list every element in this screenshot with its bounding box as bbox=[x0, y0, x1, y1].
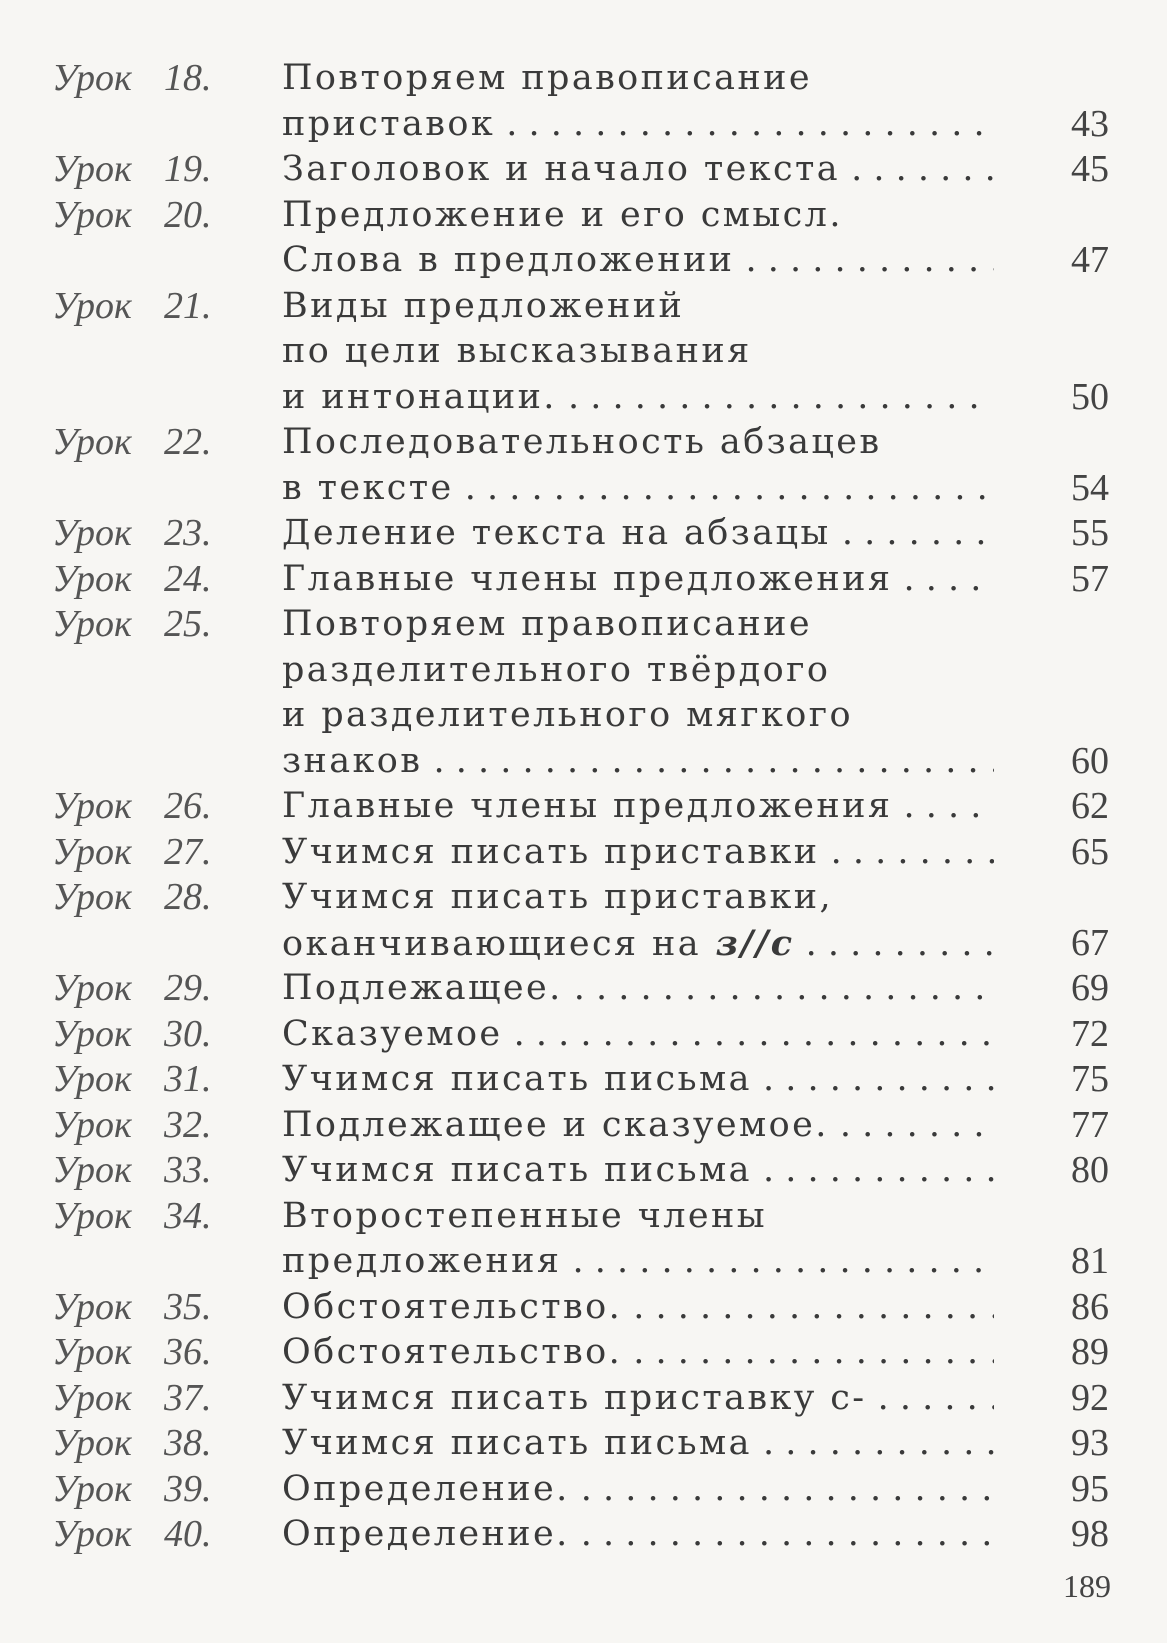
page-ref: 67 bbox=[1071, 921, 1109, 964]
page-ref: 98 bbox=[1071, 1513, 1109, 1555]
toc-line bbox=[0, 193, 1167, 239]
toc-line bbox=[0, 1239, 1167, 1285]
toc-entry bbox=[0, 1512, 1167, 1558]
page-ref: 62 bbox=[1071, 785, 1109, 827]
lesson-label bbox=[52, 420, 212, 466]
lesson-word: Урок bbox=[52, 1376, 132, 1419]
lesson-word: Урок bbox=[52, 1194, 132, 1237]
toc-entry bbox=[0, 966, 1167, 1012]
toc-line bbox=[0, 1376, 1167, 1422]
toc-entry bbox=[0, 420, 1167, 511]
lesson-title bbox=[282, 1512, 994, 1558]
lesson-title-text: Учимся писать приставки bbox=[282, 831, 820, 872]
lesson-number: 33. bbox=[164, 1149, 212, 1191]
lesson-label bbox=[52, 1285, 212, 1331]
lesson-title-text: Предложение и его смысл. bbox=[282, 194, 843, 235]
lesson-title-text: Сказуемое bbox=[282, 1013, 503, 1054]
toc-line bbox=[0, 1421, 1167, 1467]
page-ref: 75 bbox=[1071, 1058, 1109, 1100]
lesson-label bbox=[52, 193, 212, 239]
lesson-title bbox=[282, 375, 994, 421]
toc-line bbox=[0, 784, 1167, 830]
toc-line bbox=[0, 1330, 1167, 1376]
toc-line bbox=[0, 875, 1167, 921]
lesson-title bbox=[282, 511, 994, 557]
toc-line bbox=[0, 648, 1167, 694]
lesson-number: 22. bbox=[164, 421, 212, 463]
lesson-word: Урок bbox=[52, 1331, 132, 1373]
lesson-title bbox=[282, 1194, 994, 1240]
lesson-title-text: Обстоятельство. bbox=[282, 1286, 623, 1327]
toc-entry bbox=[0, 56, 1167, 147]
page-ref: 45 bbox=[1071, 148, 1109, 190]
toc-line bbox=[0, 238, 1167, 284]
lesson-title bbox=[282, 921, 994, 968]
lesson-title bbox=[282, 238, 994, 284]
lesson-title-text: Повторяем правописание bbox=[282, 58, 812, 98]
lesson-title-text: Обстоятельство. bbox=[282, 1332, 623, 1372]
toc-entry bbox=[0, 1330, 1167, 1376]
lesson-title bbox=[282, 784, 994, 830]
lesson-word: Урок bbox=[52, 148, 132, 190]
lesson-label bbox=[52, 966, 212, 1012]
lesson-title bbox=[282, 193, 994, 239]
toc-line bbox=[0, 1285, 1167, 1331]
toc-line bbox=[0, 921, 1167, 967]
page-ref: 92 bbox=[1071, 1376, 1109, 1419]
page-ref: 81 bbox=[1071, 1240, 1109, 1282]
lesson-number: 39. bbox=[164, 1467, 212, 1510]
toc-line bbox=[0, 557, 1167, 603]
lesson-number: 35. bbox=[164, 1285, 212, 1328]
lesson-label bbox=[52, 875, 212, 921]
toc-line bbox=[0, 1012, 1167, 1058]
toc-entry bbox=[0, 1194, 1167, 1285]
lesson-word: Урок bbox=[52, 57, 132, 99]
lesson-label bbox=[52, 1512, 212, 1558]
lesson-title-text: Определение. bbox=[282, 1468, 570, 1509]
lesson-title bbox=[282, 466, 994, 512]
lesson-label bbox=[52, 1330, 212, 1376]
lesson-word: Урок bbox=[52, 1103, 132, 1146]
lesson-title-text: Учимся писать приставки, bbox=[282, 877, 833, 917]
lesson-word: Урок bbox=[52, 603, 132, 645]
page-ref: 47 bbox=[1071, 239, 1109, 281]
lesson-title-text: Повторяем правописание bbox=[282, 604, 812, 644]
lesson-word: Урок bbox=[52, 1467, 132, 1510]
lesson-number: 34. bbox=[164, 1194, 212, 1237]
toc-line bbox=[0, 329, 1167, 375]
lesson-label bbox=[52, 1148, 212, 1194]
page-ref: 72 bbox=[1071, 1012, 1109, 1055]
lesson-title-text: Главные члены предложения bbox=[282, 558, 893, 599]
table-of-contents bbox=[0, 56, 1167, 1558]
lesson-number: 27. bbox=[164, 830, 212, 873]
lesson-word: Урок bbox=[52, 193, 132, 236]
toc-line bbox=[0, 375, 1167, 421]
toc-line bbox=[0, 966, 1167, 1012]
page-ref: 60 bbox=[1071, 739, 1109, 782]
page-ref: 69 bbox=[1071, 967, 1109, 1009]
lesson-title bbox=[282, 875, 994, 921]
lesson-number: 30. bbox=[164, 1012, 212, 1055]
lesson-label bbox=[52, 784, 212, 830]
page-number: 189 bbox=[1063, 1568, 1111, 1604]
toc-entry bbox=[0, 1285, 1167, 1331]
lesson-number: 40. bbox=[164, 1513, 212, 1555]
toc-line bbox=[0, 830, 1167, 876]
page-ref: 86 bbox=[1071, 1285, 1109, 1328]
lesson-number: 29. bbox=[164, 967, 212, 1009]
lesson-label bbox=[52, 56, 212, 102]
lesson-number: 24. bbox=[164, 557, 212, 600]
lesson-word: Урок bbox=[52, 1513, 132, 1555]
toc-line bbox=[0, 511, 1167, 557]
page-ref: 65 bbox=[1071, 830, 1109, 873]
toc-line bbox=[0, 1194, 1167, 1240]
lesson-title bbox=[282, 1421, 994, 1467]
toc-entry bbox=[0, 784, 1167, 830]
lesson-label bbox=[52, 1057, 212, 1103]
lesson-label bbox=[52, 602, 212, 648]
lesson-title-text: Учимся писать приставку с- bbox=[282, 1377, 867, 1418]
lesson-label bbox=[52, 1012, 212, 1058]
toc-line bbox=[0, 739, 1167, 785]
toc-entry bbox=[0, 511, 1167, 557]
toc-line bbox=[0, 102, 1167, 148]
lesson-label bbox=[52, 147, 212, 193]
lesson-label bbox=[52, 284, 212, 330]
toc-entry bbox=[0, 557, 1167, 603]
lesson-label bbox=[52, 1103, 212, 1149]
lesson-number: 31. bbox=[164, 1058, 212, 1100]
lesson-number: 21. bbox=[164, 284, 212, 327]
lesson-title-text: Последовательность абзацев bbox=[282, 422, 882, 462]
lesson-word: Урок bbox=[52, 512, 132, 554]
lesson-label bbox=[52, 1194, 212, 1240]
toc-entry bbox=[0, 147, 1167, 193]
lesson-number: 37. bbox=[164, 1376, 212, 1419]
lesson-title bbox=[282, 102, 994, 148]
lesson-title-text: Слова в предложении bbox=[282, 240, 735, 280]
lesson-title bbox=[282, 1376, 994, 1422]
lesson-number: 18. bbox=[164, 57, 212, 99]
lesson-number: 32. bbox=[164, 1103, 212, 1146]
toc-line bbox=[0, 1467, 1167, 1513]
lesson-title-text: Подлежащее. bbox=[282, 968, 563, 1008]
lesson-label bbox=[52, 1467, 212, 1513]
toc-entry bbox=[0, 193, 1167, 284]
lesson-number: 26. bbox=[164, 785, 212, 827]
toc-line bbox=[0, 1103, 1167, 1149]
lesson-title-text: оканчивающиеся на bbox=[282, 923, 702, 964]
lesson-number: 36. bbox=[164, 1331, 212, 1373]
lesson-title bbox=[282, 56, 994, 102]
toc-entry bbox=[0, 284, 1167, 421]
lesson-word: Урок bbox=[52, 967, 132, 1009]
page-ref: 43 bbox=[1071, 102, 1109, 145]
lesson-title bbox=[282, 739, 994, 785]
toc-line bbox=[0, 602, 1167, 648]
toc-line bbox=[0, 693, 1167, 739]
toc-entry bbox=[0, 1376, 1167, 1422]
toc-entry bbox=[0, 1148, 1167, 1194]
lesson-number: 23. bbox=[164, 512, 212, 554]
page-ref: 95 bbox=[1071, 1467, 1109, 1510]
toc-entry bbox=[0, 830, 1167, 876]
lesson-title-text: и интонации. bbox=[282, 376, 557, 417]
lesson-word: Урок bbox=[52, 785, 132, 827]
page-ref: 54 bbox=[1071, 466, 1109, 509]
lesson-title-text: знаков bbox=[282, 740, 423, 781]
lesson-title bbox=[282, 830, 994, 876]
page-ref: 57 bbox=[1071, 557, 1109, 600]
lesson-word: Урок bbox=[52, 1149, 132, 1191]
lesson-title bbox=[282, 648, 994, 694]
toc-entry bbox=[0, 1467, 1167, 1513]
lesson-title-text: Учимся писать письма bbox=[282, 1150, 752, 1190]
toc-line bbox=[0, 466, 1167, 512]
lesson-title-text: Учимся писать письма bbox=[282, 1423, 752, 1463]
page-ref: 55 bbox=[1071, 512, 1109, 554]
lesson-title bbox=[282, 329, 994, 375]
lesson-title-text: приставок bbox=[282, 103, 496, 144]
lesson-word: Урок bbox=[52, 284, 132, 327]
lesson-title-text: Деление текста на абзацы bbox=[282, 513, 831, 553]
toc-line bbox=[0, 147, 1167, 193]
lesson-title bbox=[282, 1057, 994, 1103]
lesson-title-text: Виды предложений bbox=[282, 285, 685, 326]
lesson-number: 20. bbox=[164, 193, 212, 236]
lesson-title-text: Подлежащее и сказуемое. bbox=[282, 1104, 829, 1145]
lesson-title bbox=[282, 1467, 994, 1513]
lesson-title-text: Главные члены предложения bbox=[282, 786, 893, 826]
lesson-word: Урок bbox=[52, 1285, 132, 1328]
lesson-label bbox=[52, 830, 212, 876]
lesson-title-text: и разделительного мягкого bbox=[282, 695, 853, 735]
page-ref: 80 bbox=[1071, 1149, 1109, 1191]
lesson-number: 38. bbox=[164, 1422, 212, 1464]
lesson-title bbox=[282, 693, 994, 739]
lesson-title-text: Определение. bbox=[282, 1514, 570, 1554]
page-ref: 50 bbox=[1071, 375, 1109, 418]
lesson-title bbox=[282, 284, 994, 330]
lesson-title bbox=[282, 1239, 994, 1285]
lesson-title bbox=[282, 966, 994, 1012]
toc-line bbox=[0, 420, 1167, 466]
toc-line bbox=[0, 1148, 1167, 1194]
lesson-label bbox=[52, 557, 212, 603]
toc-entry bbox=[0, 1103, 1167, 1149]
lesson-title-text: в тексте bbox=[282, 467, 454, 508]
lesson-label bbox=[52, 1376, 212, 1422]
lesson-word: Урок bbox=[52, 557, 132, 600]
page-ref: 89 bbox=[1071, 1331, 1109, 1373]
toc-line bbox=[0, 284, 1167, 330]
lesson-title-text: Заголовок и начало текста bbox=[282, 149, 841, 189]
toc-line bbox=[0, 1512, 1167, 1558]
lesson-title bbox=[282, 557, 994, 603]
lesson-title bbox=[282, 1148, 994, 1194]
toc-entry bbox=[0, 1057, 1167, 1103]
toc-line bbox=[0, 56, 1167, 102]
toc-line bbox=[0, 1057, 1167, 1103]
lesson-title bbox=[282, 147, 994, 193]
lesson-word: Урок bbox=[52, 1422, 132, 1464]
lesson-title-text: по цели высказывания bbox=[282, 331, 752, 371]
letters-z-s: з//с bbox=[701, 922, 795, 964]
toc-entry bbox=[0, 1012, 1167, 1058]
lesson-label bbox=[52, 511, 212, 557]
lesson-title-text: разделительного твёрдого bbox=[282, 649, 831, 690]
lesson-word: Урок bbox=[52, 1012, 132, 1055]
toc-entry bbox=[0, 602, 1167, 784]
lesson-title-text: Второстепенные члены bbox=[282, 1195, 767, 1236]
lesson-title bbox=[282, 1103, 994, 1149]
toc-entry bbox=[0, 1421, 1167, 1467]
lesson-word: Урок bbox=[52, 421, 132, 463]
lesson-title bbox=[282, 1012, 994, 1058]
lesson-number: 19. bbox=[164, 148, 212, 190]
lesson-title bbox=[282, 1330, 994, 1376]
lesson-word: Урок bbox=[52, 1058, 132, 1100]
lesson-number: 25. bbox=[164, 603, 212, 645]
lesson-number: 28. bbox=[164, 876, 212, 918]
lesson-label bbox=[52, 1421, 212, 1467]
lesson-title bbox=[282, 420, 994, 466]
lesson-title bbox=[282, 1285, 994, 1331]
lesson-title-text: Учимся писать письма bbox=[282, 1059, 752, 1099]
lesson-title bbox=[282, 602, 994, 648]
lesson-word: Урок bbox=[52, 876, 132, 918]
lesson-title-text: предложения bbox=[282, 1241, 562, 1281]
page-ref: 77 bbox=[1071, 1103, 1109, 1146]
lesson-word: Урок bbox=[52, 830, 132, 873]
toc-entry bbox=[0, 875, 1167, 966]
page-ref: 93 bbox=[1071, 1422, 1109, 1464]
